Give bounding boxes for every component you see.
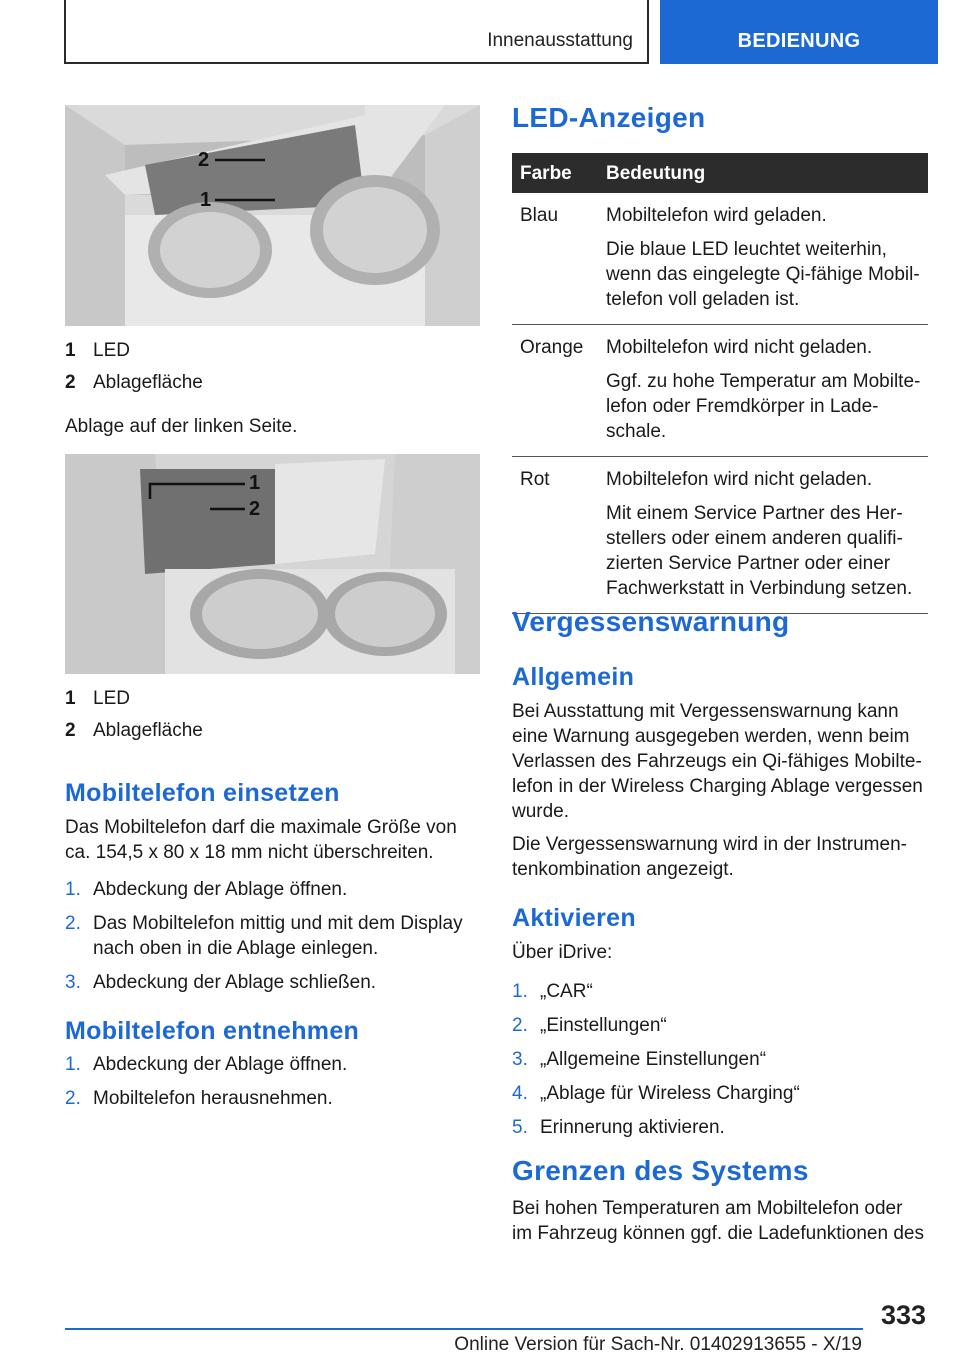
footer-divider — [65, 1328, 863, 1330]
list-item — [512, 1081, 930, 1106]
cell-meaning — [598, 325, 928, 457]
figure-1-callout-2: 2 — [198, 149, 210, 171]
step-text: Abdeckung der Ablage schließen. — [93, 972, 377, 993]
figure-2-legend-item — [65, 719, 203, 743]
legend-number: 2 — [65, 720, 76, 741]
list-item — [512, 1115, 930, 1140]
meaning-line-2: Mit einem Service Partner des Herstellers oder einem anderen qualifizierten Service Partner oder einer Fachwerkstatt in Verbindung setzen. — [606, 503, 913, 599]
forget-heading: Vergessenswarnung — [512, 606, 790, 637]
step-number: 1. — [512, 981, 528, 1002]
step-text: „CAR“ — [540, 981, 593, 1002]
list-item — [65, 1052, 475, 1077]
step-number: 5. — [512, 1117, 528, 1138]
step-text: Abdeckung der Ablage öffnen. — [93, 1054, 348, 1075]
cell-color: Rot — [512, 457, 598, 614]
list-item — [65, 911, 475, 961]
cell-meaning — [598, 457, 928, 614]
figure-1-image — [65, 105, 480, 326]
insert-intro-line-2: ca. 154,5 x 80 x 18 mm nicht überschreiten. — [65, 842, 434, 863]
header-section-box — [64, 0, 649, 64]
activate-steps-list — [512, 979, 930, 1149]
figure-2-image — [65, 454, 480, 674]
legend-text: Ablagefläche — [93, 720, 203, 741]
insert-heading: Mobiltelefon einsetzen — [65, 779, 340, 807]
list-item — [512, 979, 930, 1004]
list-item — [512, 1013, 930, 1038]
figure-2-callout-2: 2 — [249, 498, 261, 520]
list-item — [65, 877, 475, 902]
remove-steps-list — [65, 1052, 475, 1120]
cell-color: Orange — [512, 325, 598, 457]
legend-number: 2 — [65, 372, 76, 393]
legend-number: 1 — [65, 340, 76, 361]
list-item — [65, 970, 475, 995]
activate-intro: Über iDrive: — [512, 942, 613, 963]
meaning-line-1: Mobiltelefon wird nicht geladen. — [606, 469, 873, 490]
step-text: Das Mobiltelefon mittig und mit dem Display nach oben in die Ablage einlegen. — [93, 913, 463, 959]
column-header-color: Farbe — [512, 153, 598, 193]
table-row — [512, 193, 928, 325]
meaning-line-2: Die blaue LED leuchtet weiterhin, wenn das eingelegte Qi-fähige Mobiltelefon voll geladen ist. — [606, 239, 920, 310]
meaning-line-2: Ggf. zu hohe Temperatur am Mobiltelefon oder Fremdkörper in Ladeschale. — [606, 371, 921, 442]
step-number: 1. — [65, 1054, 81, 1075]
step-number: 4. — [512, 1083, 528, 1104]
led-table — [512, 153, 928, 614]
step-number: 3. — [512, 1049, 528, 1070]
legend-text: LED — [93, 688, 130, 709]
step-text: „Allgemeine Einstellungen“ — [540, 1049, 767, 1070]
meaning-line-1: Mobiltelefon wird nicht geladen. — [606, 337, 873, 358]
general-paragraph-2: Die Vergessenswarnung wird in der Instrumentenkombination angezeigt. — [512, 834, 907, 880]
insert-intro-line-1: Das Mobiltelefon darf die maximale Größe von — [65, 817, 457, 838]
step-text: „Einstellungen“ — [540, 1015, 667, 1036]
cell-meaning — [598, 193, 928, 325]
step-number: 2. — [512, 1015, 528, 1036]
legend-text: Ablagefläche — [93, 372, 203, 393]
general-paragraph-1: Bei Ausstattung mit Vergessenswarnung kann eine Warnung ausgegeben werden, wenn beim Verlassen des Fahrzeugs ein Qi-fähiges Mobiltelefon in der Wireless Charging Ablage vergessen wurde. — [512, 701, 923, 822]
led-heading: LED-Anzeigen — [512, 102, 706, 133]
figure-1-callout-1: 1 — [200, 189, 212, 211]
left-side-note: Ablage auf der linken Seite. — [65, 416, 298, 437]
cell-color: Blau — [512, 193, 598, 325]
legend-number: 1 — [65, 688, 76, 709]
general-heading: Allgemein — [512, 663, 635, 691]
footer-version-text: Online Version für Sach-Nr. 01402913655 - X/19 — [454, 1334, 862, 1355]
table-header-row — [512, 153, 928, 193]
step-number: 3. — [65, 972, 81, 993]
step-number: 2. — [65, 1088, 81, 1109]
table-row — [512, 325, 928, 457]
list-item — [512, 1047, 930, 1072]
step-text: „Ablage für Wireless Charging“ — [540, 1083, 800, 1104]
list-item — [65, 1086, 475, 1111]
header-chapter-tab[interactable]: BEDIENUNG — [660, 0, 938, 64]
step-text: Mobiltelefon herausnehmen. — [93, 1088, 333, 1109]
step-number: 2. — [65, 913, 81, 934]
figure-2-callout-1: 1 — [249, 472, 261, 494]
figure-2-legend-item — [65, 687, 130, 711]
limits-line-1: Bei hohen Temperaturen am Mobiltelefon oder — [512, 1198, 903, 1219]
table-row — [512, 457, 928, 614]
step-text: Erinnerung aktivieren. — [540, 1117, 725, 1138]
step-number: 1. — [65, 879, 81, 900]
limits-line-2: im Fahrzeug können ggf. die Ladefunktionen des — [512, 1223, 924, 1244]
column-header-meaning: Bedeutung — [598, 153, 928, 193]
limits-heading: Grenzen des Systems — [512, 1155, 809, 1186]
header-section-title: Innenausstattung — [487, 30, 633, 51]
step-text: Abdeckung der Ablage öffnen. — [93, 879, 348, 900]
insert-steps-list — [65, 877, 475, 1004]
figure-1-legend-item — [65, 339, 130, 363]
meaning-line-1: Mobiltelefon wird geladen. — [606, 205, 827, 226]
remove-heading: Mobiltelefon entnehmen — [65, 1017, 360, 1045]
legend-text: LED — [93, 340, 130, 361]
figure-1-legend-item — [65, 371, 203, 395]
page-number: 333 — [881, 1300, 927, 1330]
activate-heading: Aktivieren — [512, 904, 636, 932]
